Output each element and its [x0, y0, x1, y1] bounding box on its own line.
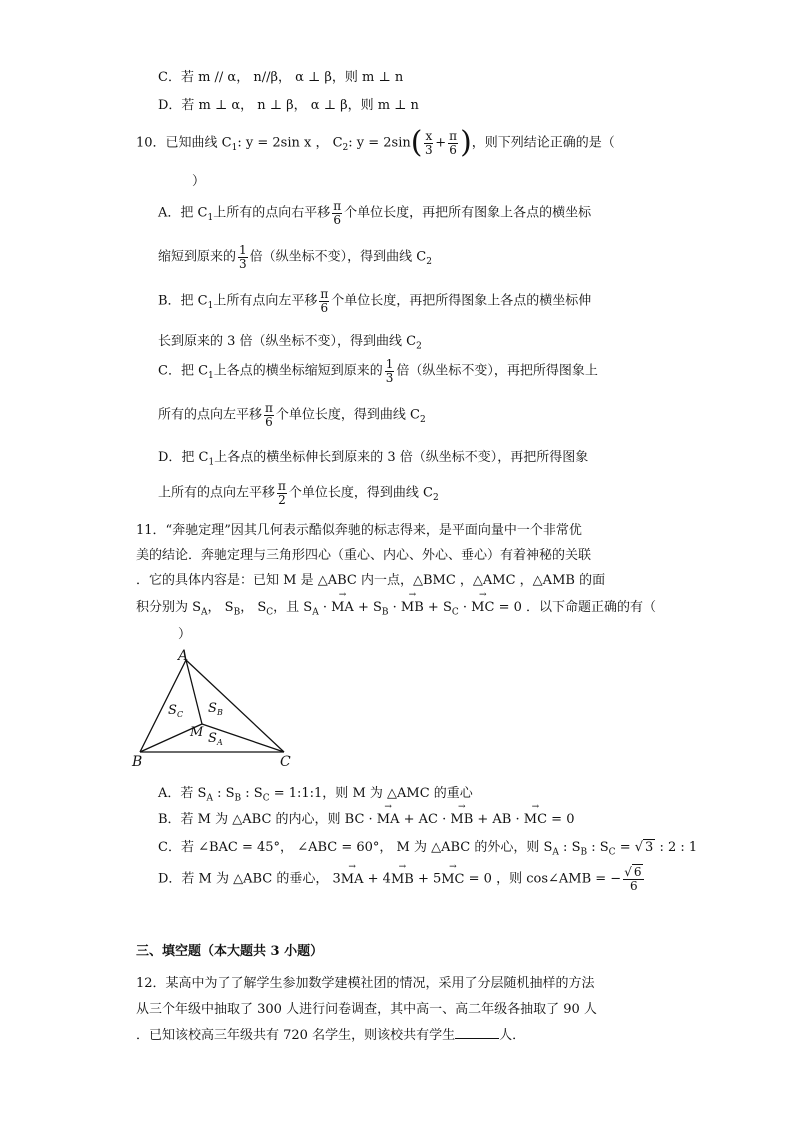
vertex-a-label: A: [178, 648, 189, 664]
q11-option-a: A．若 $S_A$ : $S_B$ : $S_C$ = 1:1:1，则 M 为 △AMC 的重心: [158, 786, 473, 804]
q10-stem-close: ）: [192, 174, 206, 189]
q10-option-d-line2: 上所有的点向左平移 $\frac{\pi}{2}$ 个单位长度，得到曲线 $C_2$: [158, 479, 439, 507]
q11-line2: 美的结论．奔驰定理与三角形四心（重心、内心、外心、垂心）有着神秘的关联: [136, 548, 592, 563]
q10-option-a-line1: A．把 $C_1$上所有的点向右平移 $\frac{\pi}{6}$ 个单位长度，再把所有图象上各点的横坐标: [158, 199, 592, 227]
q10-option-a-line2: 缩短到原来的 $\frac{1}{3}$ 倍（纵坐标不变），得到曲线 $C_2$: [158, 243, 432, 271]
q10-option-b-line2: 长到原来的 3 倍（纵坐标不变），得到曲线 $C_2$: [158, 334, 422, 352]
q12-line1: 12．某高中为了了解学生参加数学建模社团的情况，采用了分层随机抽样的方法: [136, 976, 595, 991]
point-m-label: M: [190, 725, 204, 740]
q10-option-b-line1: B．把 $C_1$上所有点向左平移 $\frac{\pi}{6}$ 个单位长度，再把所得图象上各点的横坐标伸: [158, 287, 592, 315]
q10-option-d-line1: D．把 $C_1$上各点的横坐标伸长到原来的 3 倍（纵坐标不变），再把所得图象: [158, 450, 589, 468]
vertex-b-label: B: [132, 754, 143, 770]
q11-option-c: C．若 ∠BAC = 45°， ∠ABC = 60°， M 为 △ABC 的外心，则 $S_A$ : $S_B$ : $S_C$ = √ 3 : 2 : 1: [158, 840, 698, 858]
q9-option-c: C．若 m // α， n//β， α ⊥ β，则 m ⊥ n: [158, 70, 404, 85]
q12-line2: 从三个年级中抽取了 300 人进行问卷调查，其中高一、高二年级各抽取了 90 人: [136, 1002, 597, 1017]
q11-line1: 11．“奔驰定理”因其几何表示酷似奔驰的标志得来，是平面向量中一个非常优: [136, 523, 582, 538]
q11-line3: ．它的具体内容是：已知 M 是 △ABC 内一点，△BMC ，△AMC ，△AMB 的面: [136, 573, 606, 588]
answer-blank: [455, 1026, 499, 1039]
area-sa-sub: A: [217, 738, 223, 747]
q11-option-b: B．若 M 为 △ABC 的内心，则 BC · → MA + AC · → MB + AB · → MC = 0: [158, 808, 574, 827]
q10-option-c-line2: 所有的点向左平移 $\frac{\pi}{6}$ 个单位长度，得到曲线 $C_2$: [158, 401, 426, 429]
q9-option-d: D．若 m ⊥ α， n ⊥ β， α ⊥ β，则 m ⊥ n: [158, 98, 419, 113]
area-sc-sub: C: [177, 710, 184, 719]
section-3-heading: 三、填空题（本大题共 3 小题）: [136, 944, 324, 959]
q11-line4: 积分别为 $S_A$， $S_B$， $S_C$，且 $S_A$ · → MA + $S_B$ · → MB + $S_C$ · → MC = 0 ．以下命题正确的有（: [136, 596, 656, 618]
vertex-c-label: C: [280, 754, 291, 770]
q11-option-d: D．若 M 为 △ABC 的垂心， 3→ MA + 4→ MB + 5→ MC = 0 ，则 cos∠AMB = − $\frac{√ 6}{6}$: [158, 866, 646, 892]
area-sc-label: S: [168, 703, 177, 718]
q11-close-paren: ）: [178, 627, 192, 642]
q10-stem: 10．已知曲线 $C_1$: y = 2sin x ， $C_2$: y = 2sin( $\frac{x}{3}$ + $\frac{\pi}{6}$ )，则下列结论正确的是（: [136, 125, 615, 160]
benz-theorem-triangle-figure: [128, 648, 298, 770]
area-sa-label: S: [208, 731, 217, 746]
segment-am: [186, 660, 202, 724]
edge-ab: [140, 660, 186, 752]
q12-line3: ．已知该校高三年级共有 720 名学生，则该校共有学生 人．: [136, 1028, 526, 1043]
q10-option-c-line1: C．把 $C_1$上各点的横坐标缩短到原来的 $\frac{1}{3}$ 倍（纵坐标不变），再把所得图象上: [158, 357, 598, 385]
area-sb-label: S: [208, 701, 217, 716]
area-sb-sub: B: [217, 708, 223, 717]
